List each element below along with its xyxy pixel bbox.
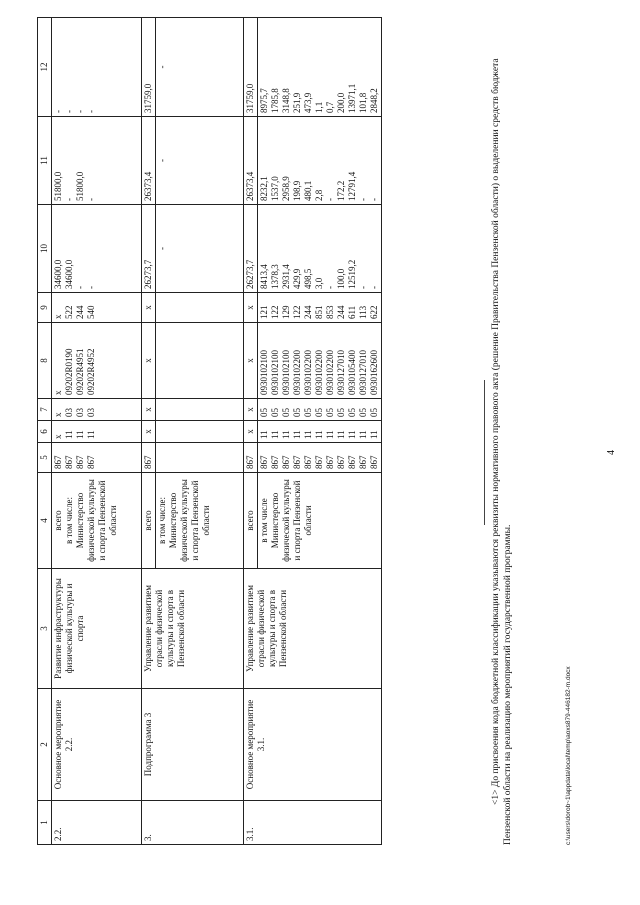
header-cell: 11 (38, 117, 52, 205)
cell: х (244, 421, 258, 443)
cell: 2848,2 (369, 88, 379, 113)
executor-org: Министерство физической культуры и спорта Пензенской области (75, 479, 118, 562)
cell: 100,0 (336, 268, 346, 289)
col8 (52, 323, 142, 399)
cell: 851 (314, 305, 324, 319)
cell: 8413,4 (259, 264, 269, 289)
footnote: <1> До присвоения кода бюджетной классификации указываются реквизиты нормативного правового акта (решение Правительства Пензенской области) о выделении средств бюджета Пензенской области на реализацию мероприятий государственной программы. (491, 58, 513, 845)
cell: 867 (64, 455, 74, 469)
cell: 11 (314, 430, 324, 439)
cell: 1378,3 (270, 264, 280, 289)
cell: 05 (259, 408, 269, 417)
cell: 11 (259, 430, 269, 439)
cell: 2,8 (314, 189, 324, 201)
cell: 867 (75, 455, 85, 469)
cell: 26373,4 (142, 117, 156, 205)
cell: х (53, 434, 63, 439)
cell: 05 (325, 408, 335, 417)
cell: 34600,0 (64, 259, 74, 289)
cell: 172,2 (336, 180, 346, 201)
cell: 122 (270, 305, 280, 319)
cell: 12791,4 (347, 171, 357, 201)
cell: х (53, 314, 63, 319)
executor-sub: в том числе (259, 498, 269, 543)
cell: 0930102100 (270, 350, 280, 395)
cell: 473,9 (303, 92, 313, 113)
header-row (38, 18, 52, 845)
cell: 0930102200 (325, 350, 335, 395)
cell: - (358, 286, 368, 289)
header-cell: 4 (38, 473, 52, 569)
cell: 0930102200 (292, 350, 302, 395)
cell: 11 (75, 430, 85, 439)
cell: 11 (303, 430, 313, 439)
cell: 03 (64, 408, 74, 417)
cell: 867 (358, 455, 368, 469)
cell: 3148,8 (281, 88, 291, 113)
cell: 121 (259, 305, 269, 319)
executor-total: всего (142, 473, 156, 569)
cell: - (53, 110, 63, 113)
cell: 03 (75, 408, 85, 417)
col10 (52, 205, 142, 293)
row-goal: Управление развитием отрасли физической культуры и спорта в Пензенской области (142, 569, 244, 689)
row-number: 2.2. (52, 801, 142, 845)
col9 (52, 293, 142, 323)
row-number: 3.1. (244, 801, 382, 845)
table-row-3-1-total (244, 18, 258, 845)
cell: 09202R4952 (86, 348, 96, 395)
cell: - (75, 110, 85, 113)
col6 (52, 421, 142, 443)
cell: 429,9 (292, 268, 302, 289)
cell: - (64, 198, 74, 201)
cell: 867 (86, 455, 96, 469)
cell: 11 (336, 430, 346, 439)
cell: 26273,7 (244, 205, 258, 293)
cell: 0930127010 (358, 350, 368, 395)
row-executor (52, 473, 142, 569)
cell: 0930105400 (347, 350, 357, 395)
row-goal: Управление развитием отрасли физической культуры и спорта в Пензенской области (244, 569, 382, 689)
cell: 129 (281, 305, 291, 319)
cell: 853 (325, 305, 335, 319)
cell: - (75, 286, 85, 289)
col7 (258, 399, 382, 421)
cell: - (86, 110, 96, 113)
cell: х (244, 323, 258, 399)
cell: 11 (292, 430, 302, 439)
cell: 3,0 (314, 277, 324, 289)
cell: - (86, 286, 96, 289)
cell: 2931,4 (281, 264, 291, 289)
cell (156, 421, 244, 443)
cell: 11 (347, 430, 357, 439)
cell: 0930102100 (259, 350, 269, 395)
cell: - (325, 286, 335, 289)
cell: 05 (281, 408, 291, 417)
cell: 11 (369, 430, 379, 439)
cell: 05 (358, 408, 368, 417)
cell: х (53, 412, 63, 417)
cell: - (369, 198, 379, 201)
header-cell: 1 (38, 801, 52, 845)
cell: 867 (325, 455, 335, 469)
cell: 244 (75, 305, 85, 319)
executor-org: Министерство физической культуры и спорта Пензенской области (270, 479, 313, 562)
cell: 244 (303, 305, 313, 319)
cell: 0930102200 (303, 350, 313, 395)
cell: 867 (314, 455, 324, 469)
executor-total: всего (244, 473, 258, 569)
col6 (258, 421, 382, 443)
cell: 05 (303, 408, 313, 417)
cell: х (244, 399, 258, 421)
header-cell: 9 (38, 293, 52, 323)
cell: 05 (314, 408, 324, 417)
cell: 05 (347, 408, 357, 417)
cell: 611 (347, 305, 357, 319)
row-name: Подпрограмма 3 (142, 689, 244, 801)
budget-table (37, 17, 382, 845)
cell: 26273,7 (142, 205, 156, 293)
row-name: Основное мероприятие 2.2. (52, 689, 142, 801)
cell: 05 (270, 408, 280, 417)
cell: х (142, 399, 156, 421)
cell: 867 (303, 455, 313, 469)
cell: - (156, 205, 244, 293)
executor-sub: в том числе: (157, 497, 167, 544)
cell: 11 (325, 430, 335, 439)
footnote-divider (484, 380, 485, 525)
cell: 200,0 (336, 92, 346, 113)
cell: 2958,9 (281, 176, 291, 201)
col10 (258, 205, 382, 293)
cell: 03 (86, 408, 96, 417)
table-row-3-total (142, 18, 156, 845)
cell: 11 (64, 430, 74, 439)
header-cell: 5 (38, 443, 52, 473)
col12 (258, 18, 382, 117)
cell: 867 (53, 455, 63, 469)
header-cell: 10 (38, 205, 52, 293)
cell: 0930102200 (314, 350, 324, 395)
cell: 251,9 (292, 92, 302, 113)
cell: 540 (86, 305, 96, 319)
cell: 0930102100 (281, 350, 291, 395)
cell: 867 (244, 443, 258, 473)
cell: - (86, 198, 96, 201)
executor-total: всего (53, 510, 63, 531)
cell: 867 (292, 455, 302, 469)
row-number: 3. (142, 801, 244, 845)
cell: 51800,0 (53, 171, 63, 201)
cell: 09202R0190 (64, 348, 74, 395)
cell (156, 399, 244, 421)
header-cell: 7 (38, 399, 52, 421)
cell: 11 (358, 430, 368, 439)
cell: 867 (281, 455, 291, 469)
row-name: Основное мероприятие 3.1. (244, 689, 382, 801)
cell (156, 293, 244, 323)
cell: 0930127010 (336, 350, 346, 395)
row-executor (258, 473, 382, 569)
cell: 09202R4951 (75, 348, 85, 395)
cell (156, 443, 244, 473)
header-cell: 12 (38, 18, 52, 117)
cell: 8975,7 (259, 88, 269, 113)
cell: 498,5 (303, 268, 313, 289)
page-number: 4 (606, 450, 617, 455)
cell: 867 (142, 443, 156, 473)
cell: - (156, 117, 244, 205)
cell: 1,1 (314, 101, 324, 113)
col11 (52, 117, 142, 205)
cell: 113 (358, 305, 368, 319)
executor-sub: в том числе: (64, 497, 74, 544)
cell: - (64, 110, 74, 113)
cell: 31759,0 (142, 18, 156, 117)
header-cell: 6 (38, 421, 52, 443)
header-cell: 8 (38, 323, 52, 399)
cell: 522 (64, 305, 74, 319)
cell: 05 (336, 408, 346, 417)
cell: 05 (292, 408, 302, 417)
cell: 244 (336, 305, 346, 319)
cell: 1785,8 (270, 88, 280, 113)
cell: х (142, 293, 156, 323)
cell: 480,1 (303, 180, 313, 201)
cell: 12519,2 (347, 259, 357, 289)
cell (156, 323, 244, 399)
cell: 0930162600 (369, 350, 379, 395)
cell: - (369, 286, 379, 289)
cell: 26373,4 (244, 117, 258, 205)
row-executor (156, 473, 244, 569)
cell: 1537,0 (270, 176, 280, 201)
cell: 11 (281, 430, 291, 439)
col7 (52, 399, 142, 421)
cell: 34600,0 (53, 259, 63, 289)
executor-org: Министерство физической культуры и спорта Пензенской области (168, 479, 211, 562)
cell: х (244, 293, 258, 323)
col8 (258, 323, 382, 399)
cell: 31759,0 (244, 18, 258, 117)
cell: 0,7 (325, 101, 335, 113)
row-goal: Развитие инфраструктуры физической культуры и спорта (52, 569, 142, 689)
cell: 11 (86, 430, 96, 439)
col11 (258, 117, 382, 205)
cell: 8232,1 (259, 176, 269, 201)
cell: 13971,1 (347, 83, 357, 113)
cell: 122 (292, 305, 302, 319)
cell: 05 (369, 408, 379, 417)
cell: 198,9 (292, 180, 302, 201)
cell: х (142, 323, 156, 399)
cell: 867 (336, 455, 346, 469)
header-cell: 2 (38, 689, 52, 801)
cell: 622 (369, 305, 379, 319)
cell: - (325, 198, 335, 201)
cell: 11 (270, 430, 280, 439)
cell: 867 (369, 455, 379, 469)
cell: - (156, 18, 244, 117)
cell: - (358, 198, 368, 201)
cell: х (142, 421, 156, 443)
col5 (258, 443, 382, 473)
col12 (52, 18, 142, 117)
col9 (258, 293, 382, 323)
cell: 51800,0 (75, 171, 85, 201)
header-cell: 3 (38, 569, 52, 689)
col5 (52, 443, 142, 473)
cell: 867 (347, 455, 357, 469)
cell: х (53, 390, 63, 395)
cell: 867 (270, 455, 280, 469)
cell: 867 (259, 455, 269, 469)
file-path: c:\users\dorob~1\appdata\local\temp\aoxs879-446182-m.docx (565, 666, 572, 845)
cell: 101,8 (358, 92, 368, 113)
table-row-2-2 (52, 18, 142, 845)
